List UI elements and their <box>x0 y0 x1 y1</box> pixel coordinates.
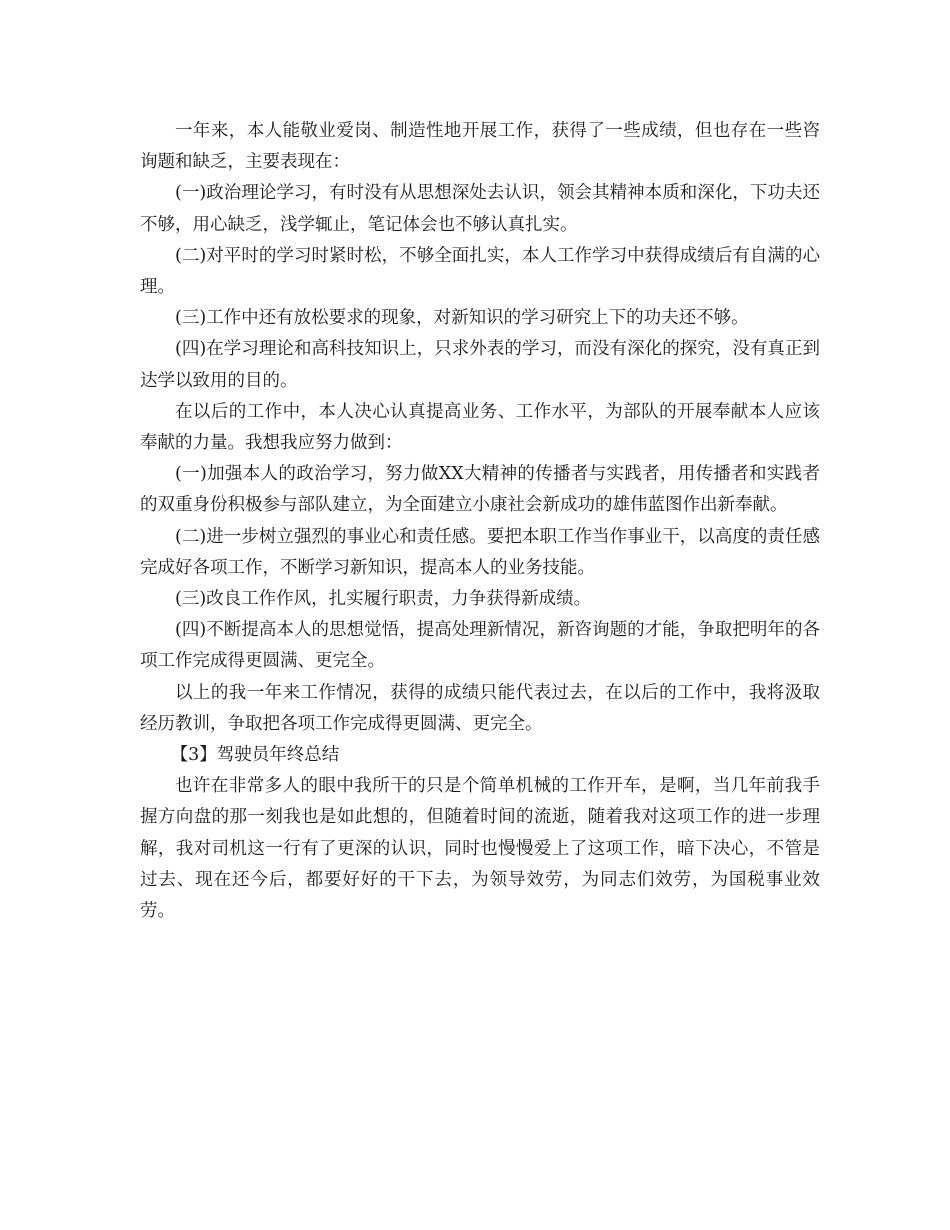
paragraph: 以上的我一年来工作情况，获得的成绩只能代表过去，在以后的工作中，我将汲取经历教训，争取把各项工作完成得更圆满、更完全。 <box>140 682 820 734</box>
paragraph: 在以后的工作中，本人决心认真提高业务、工作水平，为部队的开展奉献本人应该奉献的力量。我想我应努力做到： <box>140 401 820 454</box>
paragraph: 也许在非常多人的眼中我所干的只是个简单机械的工作开车，是啊，当几年前我手握方向盘的那一刻我也是如此想的，但随着时间的流逝，随着我对这项工作的进一步理解，我对司机这一行有了更深的认识，同时也慢慢爱上了这项工作，暗下决心，不管是过去、现在还今后，都要好好的干下去，为领导效劳，为同志们效劳，为国税事业效劳。 <box>140 776 820 922</box>
paragraph: 一年来，本人能敬业爱岗、制造性地开展工作，获得了一些成绩，但也存在一些咨询题和缺乏，主要表现在： <box>140 121 820 173</box>
paragraph: (二)进一步树立强烈的事业心和责任感。要把本职工作当作事业干，以高度的责任感完成好各项工作，不断学习新知识，提高本人的业务技能。 <box>140 526 820 578</box>
document-body <box>140 116 820 927</box>
paragraph: (三)改良工作作风，扎实履行职责，力争获得新成绩。 <box>175 589 592 610</box>
paragraph: (一)加强本人的政治学习，努力做XX大精神的传播者与实践者，用传播者和实践者的双重身份积极参与部队建立，为全面建立小康社会新成功的雄伟蓝图作出新奉献。 <box>140 464 820 516</box>
section-heading: 【3】驾驶员年终总结 <box>170 745 340 766</box>
paragraph: (一)政治理论学习，有时没有从思想深处去认识，领会其精神本质和深化，下功夫还不够，用心缺乏，浅学辄止，笔记体会也不够认真扎实。 <box>140 183 820 235</box>
paragraph: (四)不断提高本人的思想觉悟，提高处理新情况，新咨询题的才能，争取把明年的各项工作完成得更圆满、更完全。 <box>140 620 820 672</box>
paragraph: (二)对平时的学习时紧时松，不够全面扎实，本人工作学习中获得成绩后有自满的心理。 <box>140 245 820 298</box>
paragraph: (四)在学习理论和高科技知识上，只求外表的学习，而没有深化的探究，没有真正到达学以致用的目的。 <box>140 339 820 391</box>
paragraph: (三)工作中还有放松要求的现象，对新知识的学习研究上下的功夫还不够。 <box>175 308 749 329</box>
